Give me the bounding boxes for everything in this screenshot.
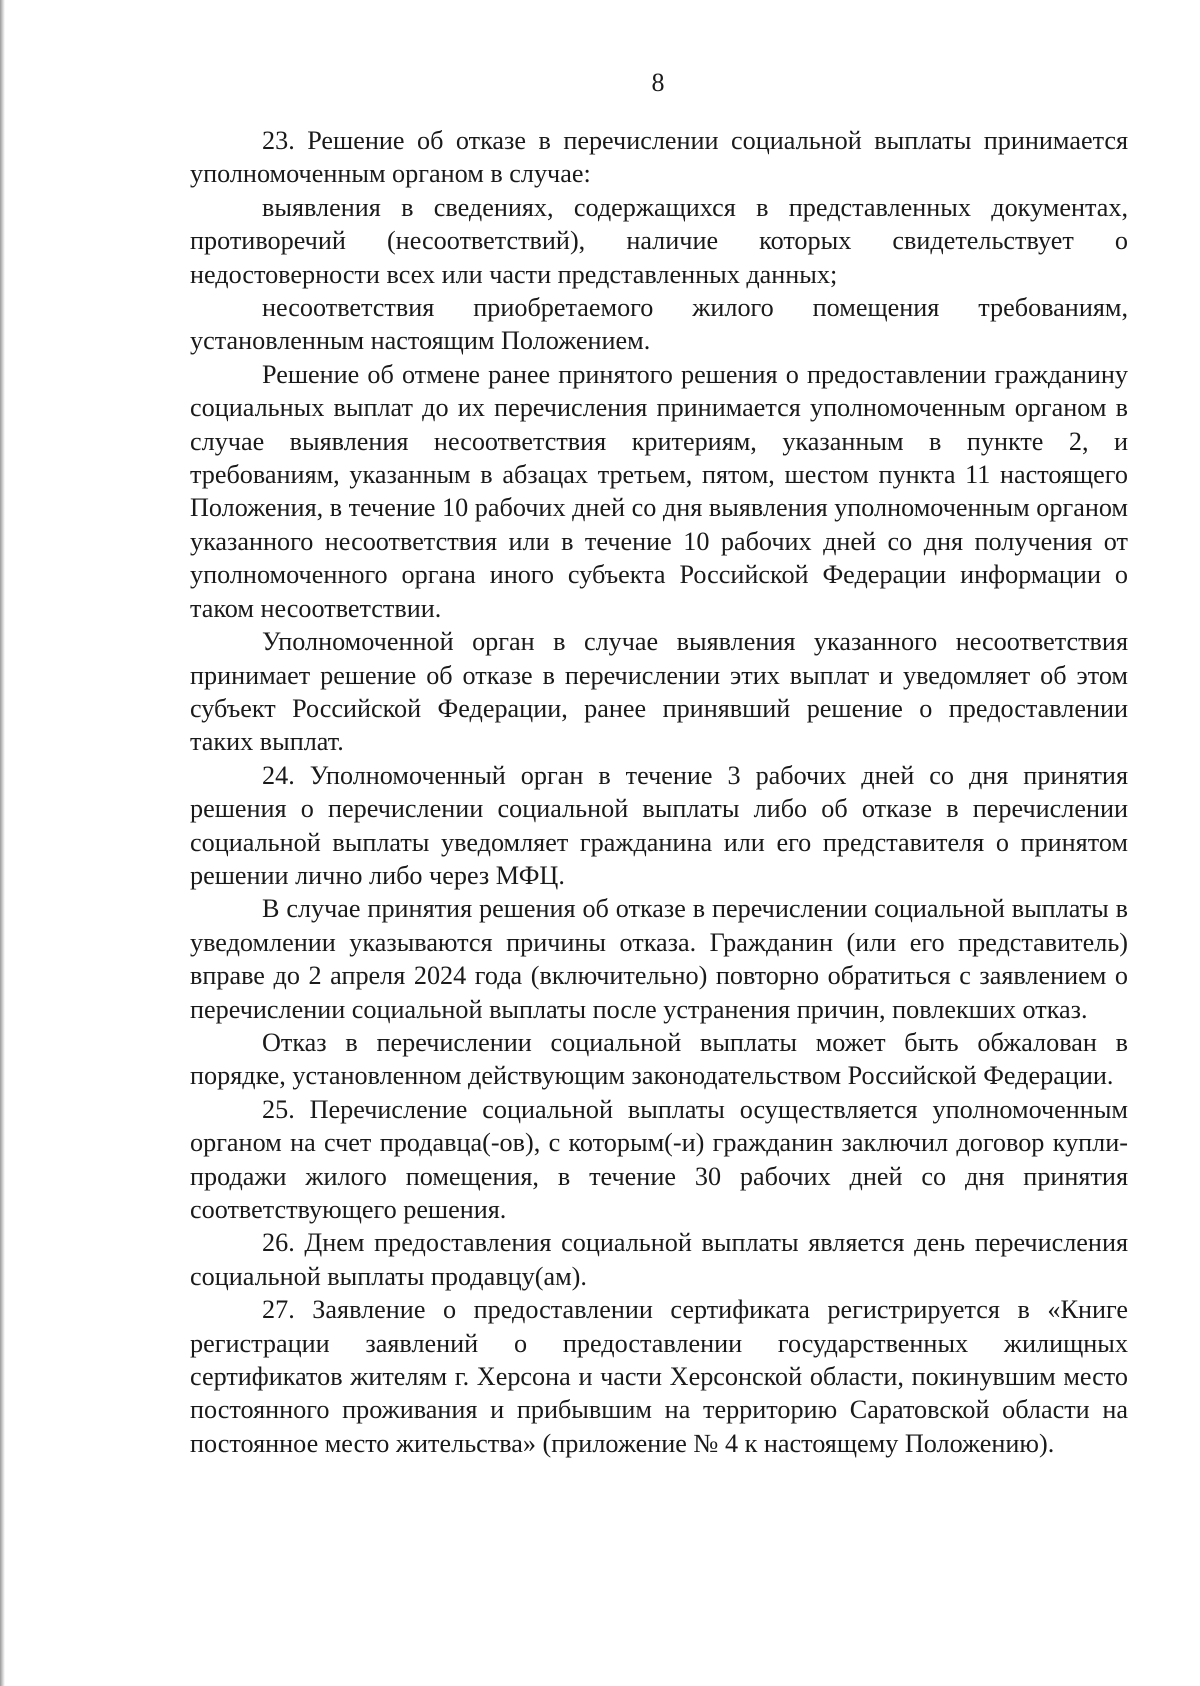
paragraph-23-refusal-notice: Уполномоченной орган в случае выявления указанного несоответствия принимает решение об отказе в перечислении этих выплат и уведомляет об этом субъект Российской Федерации, ранее принявший решение о предоставлении таких выплат.: [190, 627, 1128, 757]
paragraph-26: 26. Днем предоставления социальной выплаты является день перечисления социальной выплаты продавцу(ам).: [190, 1228, 1128, 1291]
scan-edge: [0, 0, 5, 1686]
paragraph-25: 25. Перечисление социальной выплаты осуществляется уполномоченным органом на счет продавца(-ов), с которым(-и) гражданин заключил договор купли-продажи жилого помещения, в течение 30 рабочих дней со дня принятия соответствующего решения.: [190, 1094, 1128, 1224]
paragraph-24-refusal-reasons: В случае принятия решения об отказе в перечислении социальной выплаты в уведомлении указываются причины отказа. Гражданин (или его представитель) вправе до 2 апреля 2024 года (включительно) повторно обратиться с заявлением о перечислении социальной выплаты после устранения причин, повлекших отказ.: [190, 894, 1128, 1024]
paragraph-23-cancellation: Решение об отмене ранее принятого решения о предоставлении гражданину социальных выплат до их перечисления принимается уполномоченным органом в случае выявления несоответствия критериям, указанным в пункте 2, и требованиям, указанным в абзацах третьем, пятом, шестом пункта 11 настоящего Положения, в течение 10 рабочих дней со дня выявления уполномоченным органом указанного несоответствия или в течение 10 рабочих дней со дня получения от уполномоченного органа иного субъекта Российской Федерации информации о таком несоответствии.: [190, 359, 1128, 623]
paragraph-24: 24. Уполномоченный орган в течение 3 рабочих дней со дня принятия решения о перечислении социальной выплаты либо об отказе в перечислении социальной выплаты уведомляет гражданина или его представителя о принятом решении лично либо через МФЦ.: [190, 760, 1128, 890]
paragraph-24-appeal: Отказ в перечислении социальной выплаты может быть обжалован в порядке, установленном действующим законодательством Российской Федерации.: [190, 1027, 1128, 1091]
page-number: 8: [651, 68, 665, 97]
paragraph-23-case-requirements: несоответствия приобретаемого жилого помещения требованиям, установленным настоящим Положением.: [190, 293, 1128, 356]
paragraph-23: 23. Решение об отказе в перечислении социальной выплаты принимается уполномоченным органом в случае:: [190, 126, 1128, 189]
paragraph-27: 27. Заявление о предоставлении сертификата регистрируется в «Книге регистрации заявлений о предоставлении государственных жилищных сертификатов жителям г. Херсона и части Херсонской области, покинувшим место постоянного проживания и прибывшим на территорию Саратовской области на постоянное место жительства» (приложение № 4 к настоящему Положению).: [190, 1295, 1128, 1458]
document-body: [190, 124, 1128, 1460]
paragraph-23-case-contradictions: выявления в сведениях, содержащихся в представленных документах, противоречий (несоответствий), наличие которых свидетельствует о недостоверности всех или части представленных данных;: [190, 192, 1128, 289]
